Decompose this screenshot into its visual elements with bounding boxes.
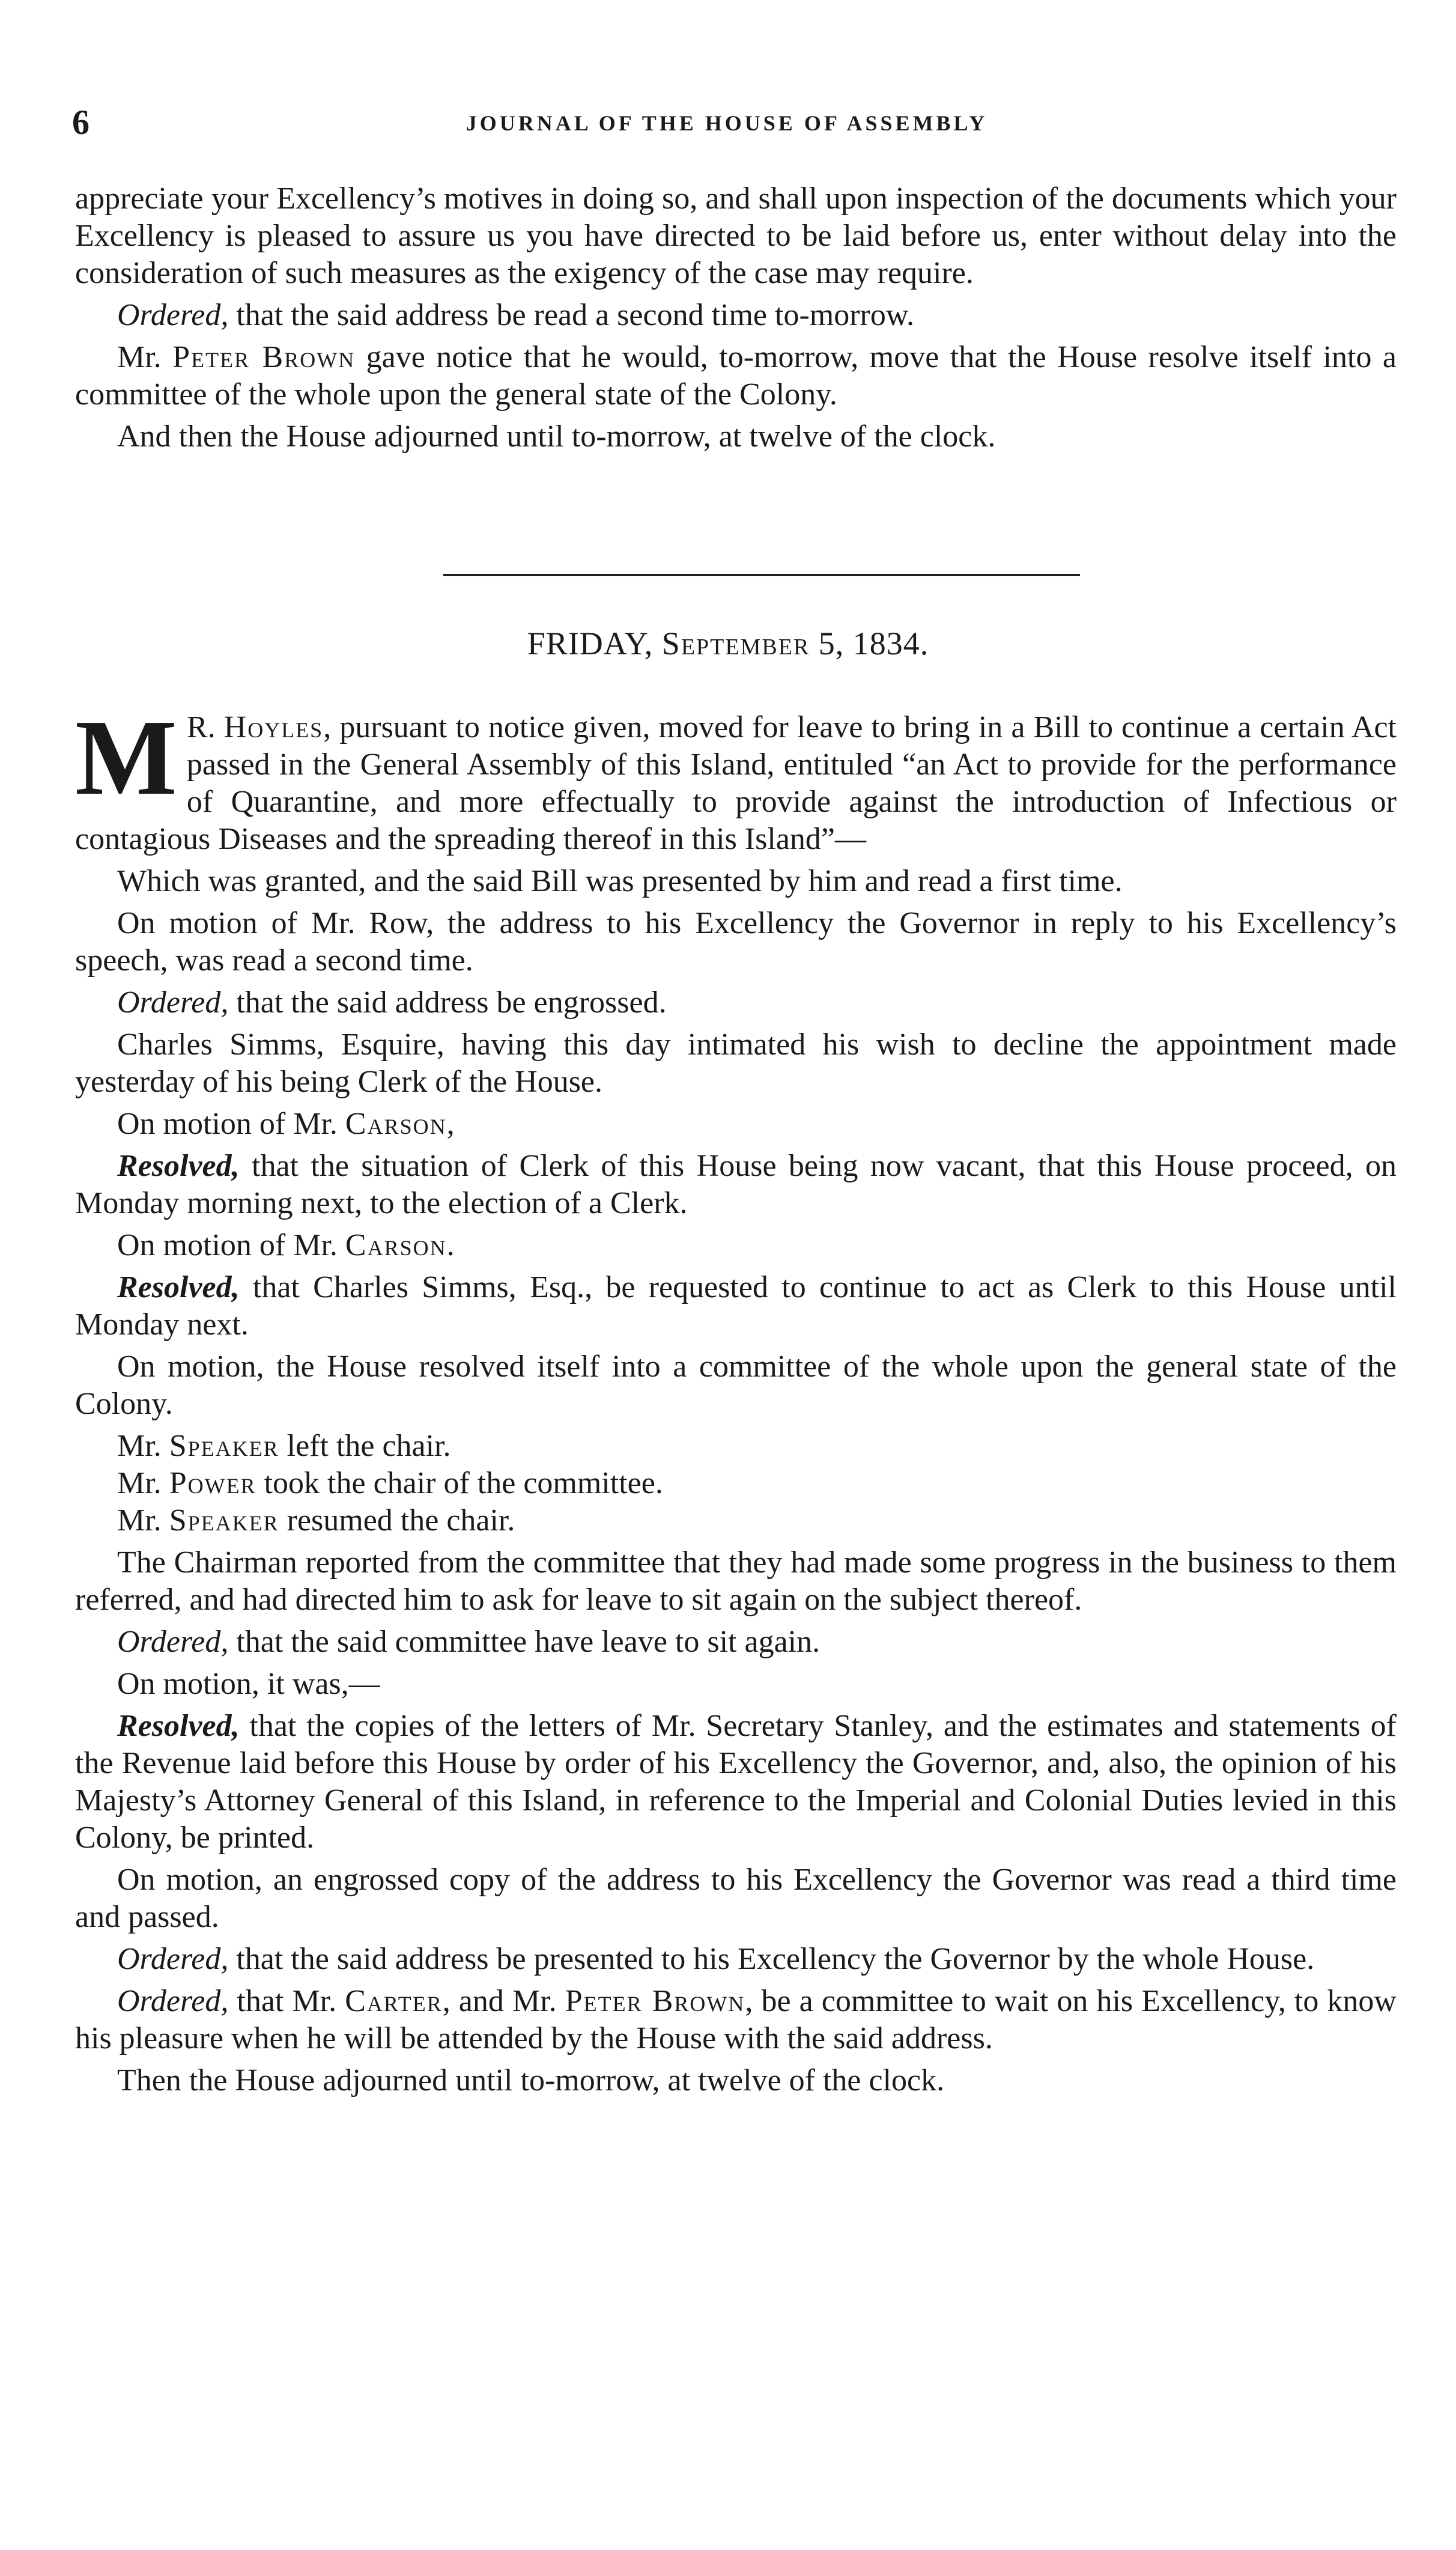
member-name: Power xyxy=(169,1466,256,1500)
paragraph-motion-carson-2: On motion of Mr. Carson. xyxy=(117,1228,455,1262)
member-name: Carter xyxy=(345,1984,443,2018)
paragraph-resolved-simms: Resolved, that Charles Simms, Esq., be requested to continue to act as Clerk to this House until Monday next. xyxy=(75,1270,1397,1342)
paragraph-speaker-resumed: Mr. Speaker resumed the chair. xyxy=(117,1503,515,1538)
ordered-label: Ordered, xyxy=(117,1984,229,2018)
paragraph-continuation: appreciate your Excellency’s motives in doing so, and shall upon inspection of the documents which your Excellency is pleased to assure us you have directed to be laid before us, enter without delay into the consideration of such measures as the exigency of the case may require. xyxy=(75,181,1397,290)
member-name: Speaker xyxy=(169,1503,279,1538)
member-name: Carson xyxy=(345,1228,447,1262)
continuation-section xyxy=(75,180,1397,460)
paragraph-resolved-clerk-vacant: Resolved, that the situation of Clerk of this House being now vacant, that this House proceed, on Monday morning next, to the election of a Clerk. xyxy=(75,1149,1397,1220)
ordered-label: Ordered, xyxy=(117,1942,229,1976)
page-header xyxy=(72,102,1382,150)
resolved-label: Resolved, xyxy=(117,1709,240,1743)
paragraph-simms-decline: Charles Simms, Esquire, having this day intimated his wish to decline the appointment made yesterday of his being Clerk of the House. xyxy=(75,1027,1397,1099)
member-name: Speaker xyxy=(169,1429,279,1463)
paragraph-on-motion: On motion, it was,— xyxy=(117,1667,380,1701)
paragraph-adjourned: And then the House adjourned until to-morrow, at twelve of the clock. xyxy=(117,419,996,454)
member-name: Hoyles xyxy=(223,710,324,744)
ordered-label: Ordered, xyxy=(117,298,229,332)
paragraph-notice: Mr. Peter Brown gave notice that he would, to-morrow, move that the House resolve itself into a committee of the whole upon the general state of the Colony. xyxy=(75,340,1397,412)
ordered-label: Ordered, xyxy=(117,1625,229,1659)
member-name: Peter Brown xyxy=(565,1984,745,2018)
paragraph-third-reading: On motion, an engrossed copy of the address to his Excellency the Governor was read a third time and passed. xyxy=(75,1863,1397,1934)
resolved-label: Resolved, xyxy=(117,1149,240,1183)
paragraph-ordered-committee: Ordered, that Mr. Carter, and Mr. Peter Brown, be a committee to wait on his Excellency, to know his pleasure when he will be attended by the House with the said address. xyxy=(75,1984,1397,2056)
paragraph-ordered-presented: Ordered, that the said address be presented to his Excellency the Governor by the whole House. xyxy=(117,1942,1315,1976)
resolved-label: Resolved, xyxy=(117,1270,240,1304)
friday-proceedings xyxy=(75,698,1397,2104)
member-name: Peter Brown xyxy=(172,340,356,374)
paragraph-power-chair: Mr. Power took the chair of the committee. xyxy=(117,1466,663,1500)
paragraph-ordered-sit-again: Ordered, that the said committee have leave to sit again. xyxy=(117,1625,821,1659)
member-name: Carson xyxy=(345,1107,447,1141)
paragraph-committee-whole: On motion, the House resolved itself into a committee of the whole upon the general state of the Colony. xyxy=(75,1350,1397,1421)
page-number: 6 xyxy=(72,103,89,142)
paragraph-resolved-printed: Resolved, that the copies of the letters of Mr. Secretary Stanley, and the estimates and statements of the Revenue laid before this House by order of his Excellency the Governor, and, also, the opinion of his Majesty’s Attorney General of this Island, in reference to the Imperial and Colonial Duties levied in this Colony, be printed. xyxy=(75,1709,1397,1855)
paragraph-final-adjourned: Then the House adjourned until to-morrow, at twelve of the clock. xyxy=(117,2063,945,2098)
paragraph-speaker-left: Mr. Speaker left the chair. xyxy=(117,1429,451,1463)
ordered-label: Ordered, xyxy=(117,985,229,1020)
paragraph-bill-motion: M R. Hoyles, pursuant to notice given, moved for leave to bring in a Bill to continue a certain Act passed in the General Assembly of this Island, entituled “an Act to provide for the performance of Quarantine, and more effectually to provide against the introduction of Infectious or contagious Diseases and the spreading thereof in this Island”— xyxy=(75,698,1397,856)
paragraph-motion-carson: On motion of Mr. Carson, xyxy=(117,1107,455,1141)
paragraph-granted: Which was granted, and the said Bill was presented by him and read a first time. xyxy=(117,864,1123,898)
paragraph-address-second-reading: On motion of Mr. Row, the address to his Excellency the Governor in reply to his Excellency’s speech, was read a second time. xyxy=(75,906,1397,978)
paragraph-ordered-engrossed: Ordered, that the said address be engrossed. xyxy=(117,985,667,1020)
running-head: JOURNAL OF THE HOUSE OF ASSEMBLY xyxy=(466,111,988,135)
paragraph-ordered-second-reading: Ordered, that the said address be read a second time to-morrow. xyxy=(117,298,915,332)
section-divider xyxy=(443,574,1080,576)
paragraph-chairman-report: The Chairman reported from the committee that they had made some progress in the business to them referred, and had directed him to ask for leave to sit again on the subject thereof. xyxy=(75,1545,1397,1617)
drop-cap: M xyxy=(75,698,177,817)
date-heading: FRIDAY, September 5, 1834. xyxy=(527,625,929,662)
